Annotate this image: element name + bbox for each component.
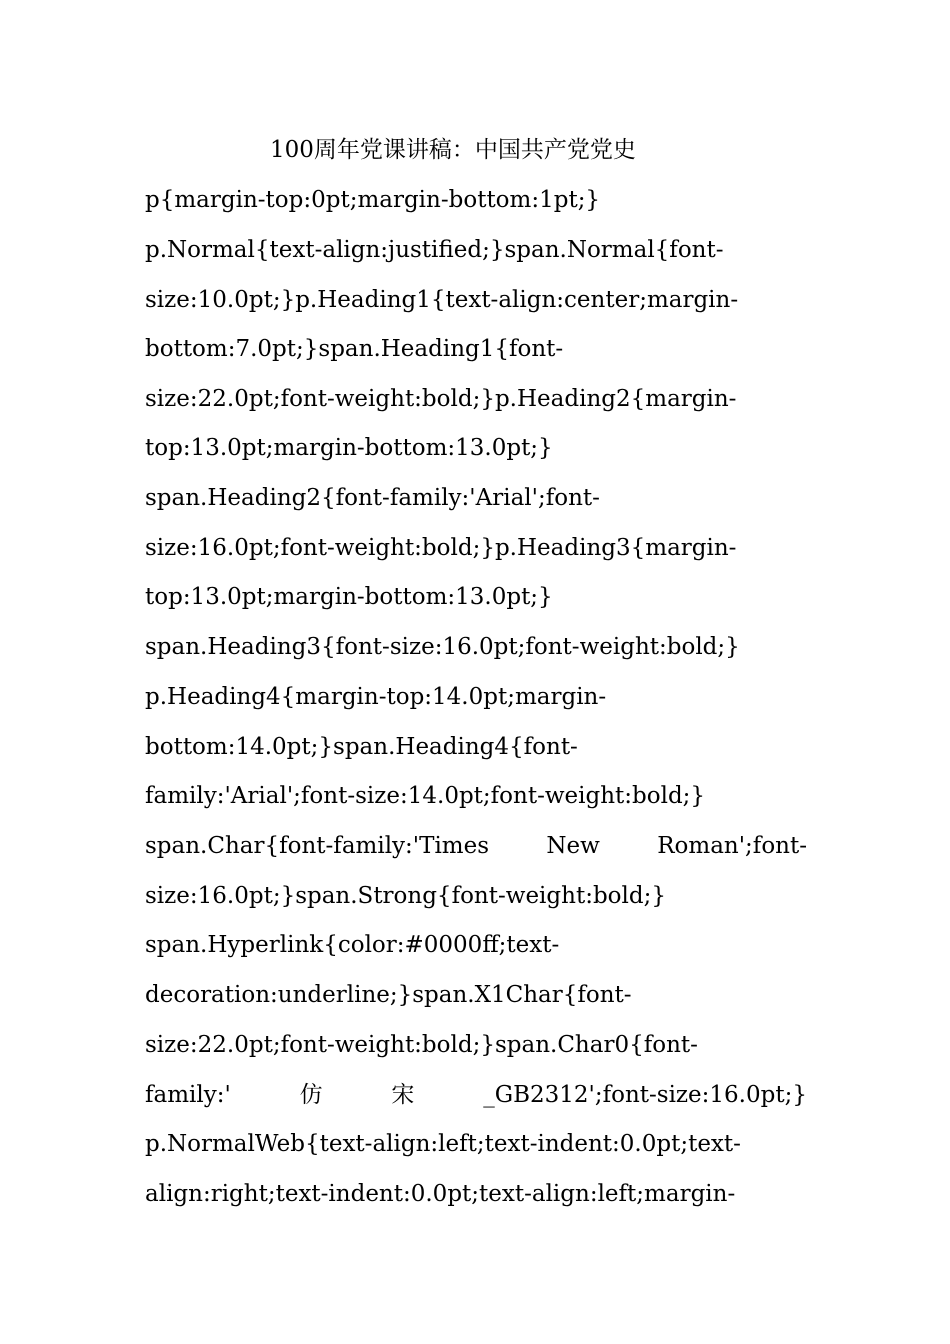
text-line-16: span.Hyperlink{color:#0000ff;text- — [145, 932, 560, 958]
text-line-10: span.Heading3{font-size:16.0pt;font-weight:bold;} — [145, 634, 740, 660]
text-line-4: bottom:7.0pt;}span.Heading1{font- — [145, 336, 564, 362]
text-line-14-part-2: New — [546, 833, 600, 859]
text-line-11: p.Heading4{margin-top:14.0pt;margin- — [145, 684, 607, 710]
text-line-15: size:16.0pt;}span.Strong{font-weight:bold;} — [145, 883, 666, 909]
text-line-14-part-1: span.Char{font-family:'Times — [145, 833, 490, 859]
text-line-20: p.NormalWeb{text-align:left;text-indent:0.0pt;text- — [145, 1131, 741, 1157]
text-line-19-part-3: 宋 — [391, 1082, 415, 1108]
document-title: 100周年党课讲稿：中国共产党党史 — [270, 137, 636, 163]
text-line-21: align:right;text-indent:0.0pt;text-align:left;margin- — [145, 1181, 736, 1207]
text-line-17: decoration:underline;}span.X1Char{font- — [145, 982, 632, 1008]
text-line-12: bottom:14.0pt;}span.Heading4{font- — [145, 734, 578, 760]
text-line-14 — [145, 829, 807, 863]
text-line-2: p.Normal{text-align:justified;}span.Normal{font- — [145, 237, 724, 263]
text-line-14-part-3: Roman';font- — [657, 833, 807, 859]
text-line-19 — [145, 1078, 807, 1112]
text-line-9: top:13.0pt;margin-bottom:13.0pt;} — [145, 584, 553, 610]
text-line-19-part-2: 仿 — [299, 1082, 323, 1108]
text-line-8: size:16.0pt;font-weight:bold;}p.Heading3{margin- — [145, 535, 737, 561]
text-line-3: size:10.0pt;}p.Heading1{text-align:center;margin- — [145, 287, 739, 313]
text-line-19-part-4: _GB2312';font-size:16.0pt;} — [483, 1082, 807, 1108]
text-line-6: top:13.0pt;margin-bottom:13.0pt;} — [145, 435, 553, 461]
text-line-5: size:22.0pt;font-weight:bold;}p.Heading2{margin- — [145, 386, 737, 412]
text-line-1: p{margin-top:0pt;margin-bottom:1pt;} — [145, 187, 601, 213]
text-line-7: span.Heading2{font-family:'Arial';font- — [145, 485, 600, 511]
text-line-13: family:'Arial';font-size:14.0pt;font-weight:bold;} — [145, 783, 706, 809]
text-line-19-part-1: family:' — [145, 1082, 231, 1108]
text-line-18: size:22.0pt;font-weight:bold;}span.Char0{font- — [145, 1032, 698, 1058]
